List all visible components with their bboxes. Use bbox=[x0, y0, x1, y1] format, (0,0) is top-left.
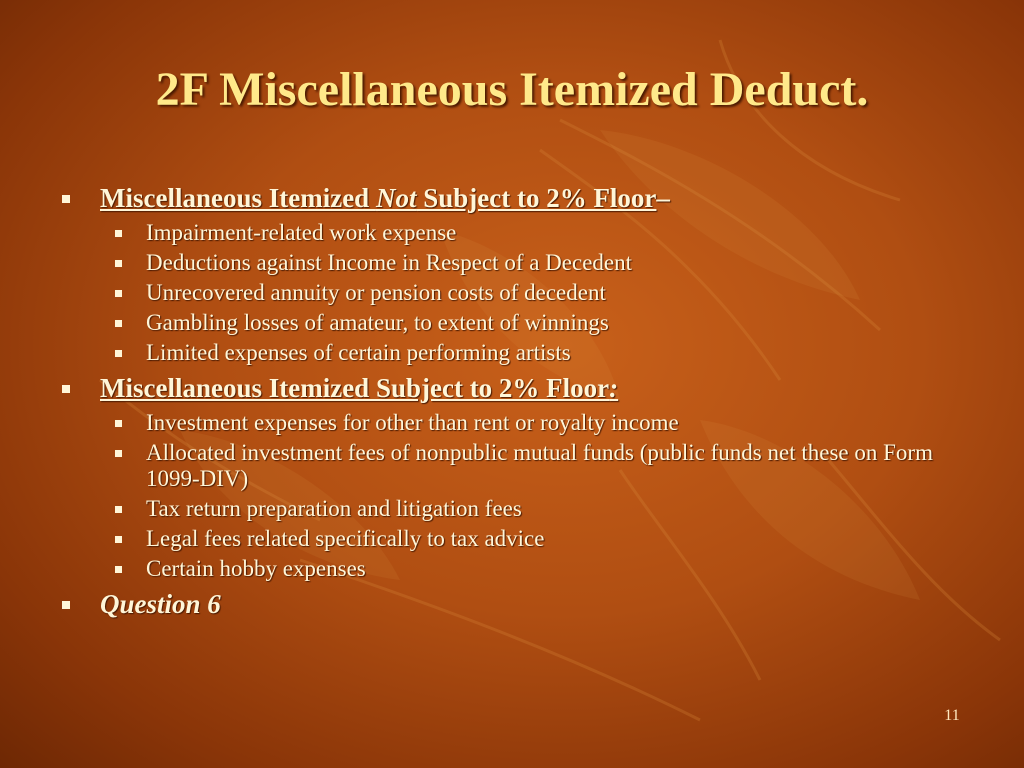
section-heading: Miscellaneous Itemized Subject to 2% Floor bbox=[100, 373, 610, 403]
section-subject-to-floor: Miscellaneous Itemized Subject to 2% Floor: bbox=[60, 370, 960, 406]
square-bullet-icon bbox=[62, 195, 70, 203]
slide-content bbox=[60, 180, 960, 622]
list-item: Deductions against Income in Respect of a Decedent bbox=[60, 250, 960, 276]
list-item: Limited expenses of certain performing artists bbox=[60, 340, 960, 366]
square-bullet-icon bbox=[115, 260, 122, 267]
list-item: Unrecovered annuity or pension costs of decedent bbox=[60, 280, 960, 306]
square-bullet-icon bbox=[115, 420, 122, 427]
square-bullet-icon bbox=[115, 536, 122, 543]
question-label: Question 6 bbox=[100, 589, 221, 619]
square-bullet-icon bbox=[115, 290, 122, 297]
square-bullet-icon bbox=[115, 506, 122, 513]
slide-number: 11 bbox=[944, 707, 960, 724]
section-question bbox=[60, 586, 960, 622]
square-bullet-icon bbox=[115, 350, 122, 357]
slide-title: 2F Miscellaneous Itemized Deduct. bbox=[155, 63, 869, 116]
square-bullet-icon bbox=[62, 601, 70, 609]
list-item: Tax return preparation and litigation fees bbox=[60, 496, 960, 522]
square-bullet-icon bbox=[115, 230, 122, 237]
section-not-subject-to-floor: Miscellaneous Itemized Not Subject to 2% Floor– bbox=[60, 180, 960, 216]
section-heading: Miscellaneous Itemized Not Subject to 2% Floor bbox=[100, 183, 657, 213]
list-item: Impairment-related work expense bbox=[60, 220, 960, 246]
list-item: Certain hobby expenses bbox=[60, 556, 960, 582]
list-item: Gambling losses of amateur, to extent of winnings bbox=[60, 310, 960, 336]
square-bullet-icon bbox=[62, 385, 70, 393]
square-bullet-icon bbox=[115, 450, 122, 457]
list-item: Allocated investment fees of nonpublic mutual funds (public funds net these on Form 1099-DIV) bbox=[60, 440, 960, 492]
list-item: Legal fees related specifically to tax advice bbox=[60, 526, 960, 552]
square-bullet-icon bbox=[115, 566, 122, 573]
square-bullet-icon bbox=[115, 320, 122, 327]
list-item: Investment expenses for other than rent or royalty income bbox=[60, 410, 960, 436]
